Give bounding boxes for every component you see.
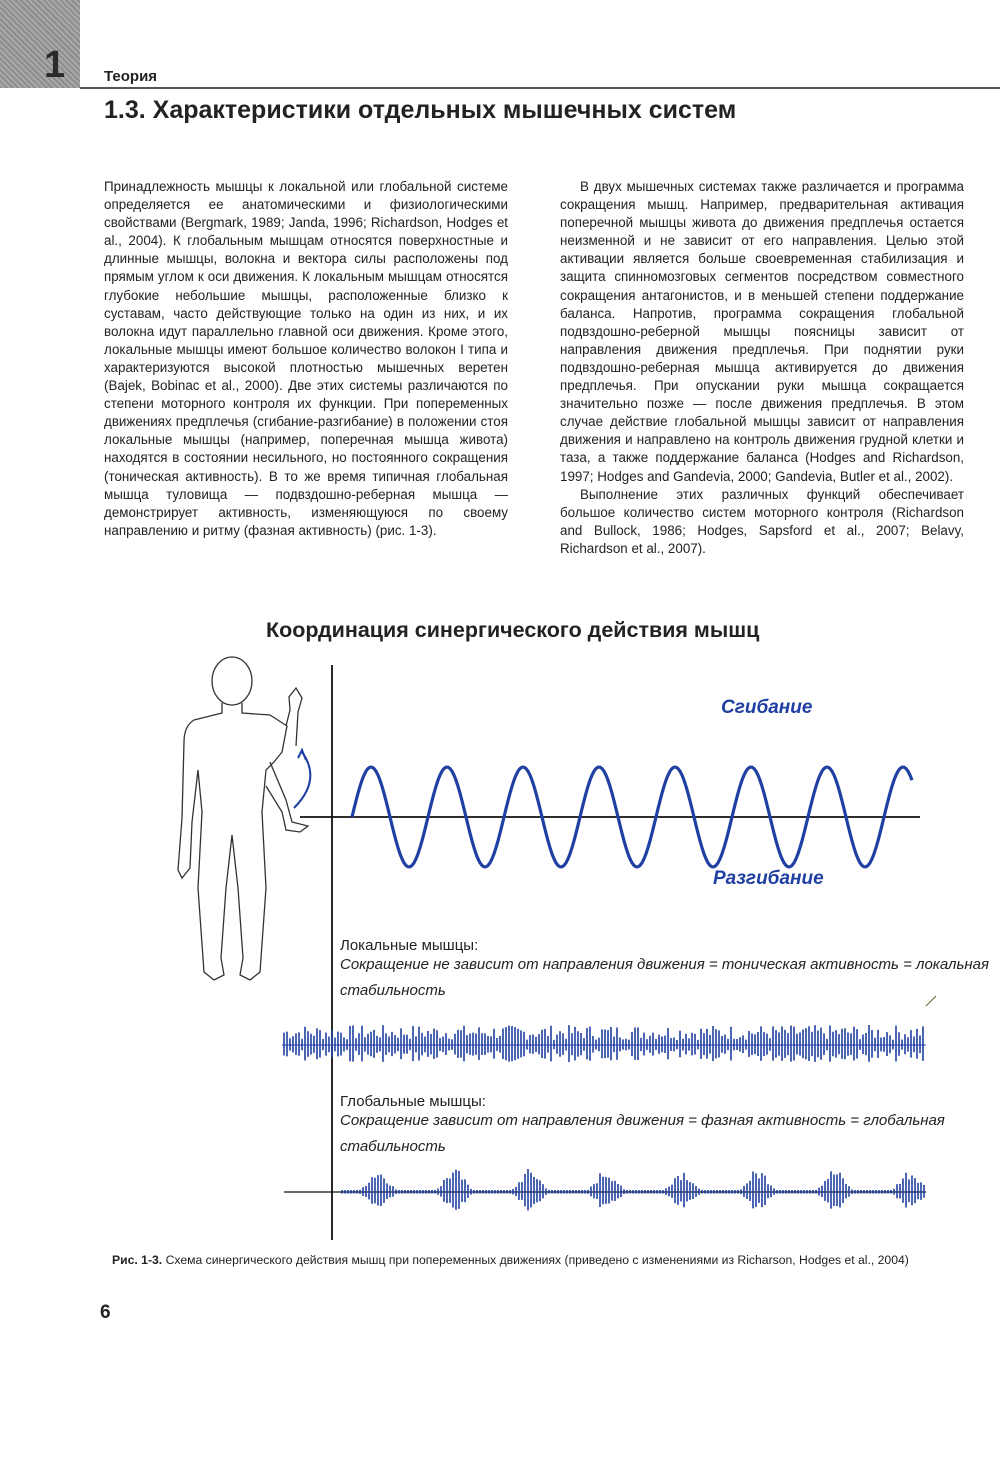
local-emg-trace (284, 1025, 923, 1062)
caption-text: Схема синергического действия мышц при попеременных движениях (приведено с изменениями из Richarson, Hodges et al., 2004) (162, 1253, 909, 1267)
caption-label: Рис. 1-3. (112, 1253, 163, 1267)
human-figure-illustration (178, 657, 310, 980)
motion-arrow-head (298, 750, 306, 760)
extension-label: Разгибание (713, 868, 824, 889)
global-muscles-label: Глобальные мышцы: (340, 1093, 486, 1110)
global-emg-trace (342, 1169, 924, 1210)
page-number: 6 (100, 1302, 111, 1323)
global-muscles-text-2: стабильность (340, 1138, 446, 1155)
motion-arrow (294, 752, 310, 808)
pen-mark (926, 996, 936, 1006)
local-muscles-text-1: Сокращение не зависит от направления движения = тоническая активность = локальная (340, 956, 990, 973)
head-outline (212, 657, 252, 705)
figure-title: Координация синергического действия мышц (266, 618, 760, 642)
local-muscles-label: Локальные мышцы: (340, 937, 479, 954)
right-paragraph-2: Выполнение этих различных функций обеспечивает большое количество систем моторного контроля (Richardson and Bullock, 1986; Hodges, Sapsford et al., 2007; Belavy, Richardson et al., 2007). (560, 486, 964, 556)
chapter-number: 1 (44, 44, 66, 86)
left-paragraph: Принадлежность мышцы к локальной или глобальной системе определяется ее анатомическими и физиологическими свойствами (Bergmark, 1989; Janda, 1996; Richardson, Hodges et al., 2004). К глобальным мышцам относятся поверхностные и длинные мышцы, волокна и вектора силы расположены под прямым углом к оси движения. К локальным мышцам относятся глубокие небольшие мышцы, расположенные близко к суставам, часто действующие только на один из них, и их волокна идут параллельно главной оси движения. Кроме этого, локальные мышцы имеют большое количество волокон I типа и характеризуются высокой плотностью мышечных веретен (Bajek, Bobinac et al., 2000). Две этих системы различаются по степени моторного контроля их функции. При попеременных движениях предплечья (сгибание-разгибание) в положении стоя локальные мышцы (например, поперечная мышца живота) находятся в состоянии несильного, но постоянного сокращения (тоническая активность). В то же время типичная глобальная мышца туловища — подвздошно-реберная мышца — демонстрирует активность, изменяющуюся по своему направлению и ритму (фазная активность) (рис. 1-3). (104, 179, 508, 538)
right-paragraph-1: В двух мышечных системах также различается и программа сокращения мышц. Например, предварительная активация поперечной мышцы живота до движения предплечья остается неизменной и не зависит от его направления. Целью этой активации является больше своевременная стабилизация и защита спинномозговых сегментов посредством совместного сокращения антагонистов, и в меньшей степени поддержание баланса. Напротив, программа сокращения глобальной подвздошно-реберной мышцы поясницы зависит от направления движения предплечья. При поднятии руки подвздошно-реберная мышца активируется до движения предплечья. При опускании руки мышца сокращается значительно позже — после движения предплечья. В этом случае действие глобальной мышцы зависит от направления движения и направлено на контроль движения грудной клетки и таза, а также поддержание баланса (Hodges and Richardson, 1997; Hodges and Gandevia, 2000; Gandevia, Butler et al., 2002). (560, 179, 964, 484)
flexion-label: Сгибание (721, 697, 813, 718)
global-muscles-text-1: Сокращение зависит от направления движения = фазная активность = глобальная (340, 1112, 945, 1129)
local-muscles-text-2: стабильность (340, 982, 446, 999)
raised-arm-outline (286, 688, 302, 746)
body-outline (178, 703, 287, 980)
section-label: Теория (104, 68, 158, 85)
lower-arm-outline (266, 762, 308, 832)
figure-caption (112, 1252, 982, 1268)
page-title: 1.3. Характеристики отдельных мышечных систем (104, 96, 737, 124)
